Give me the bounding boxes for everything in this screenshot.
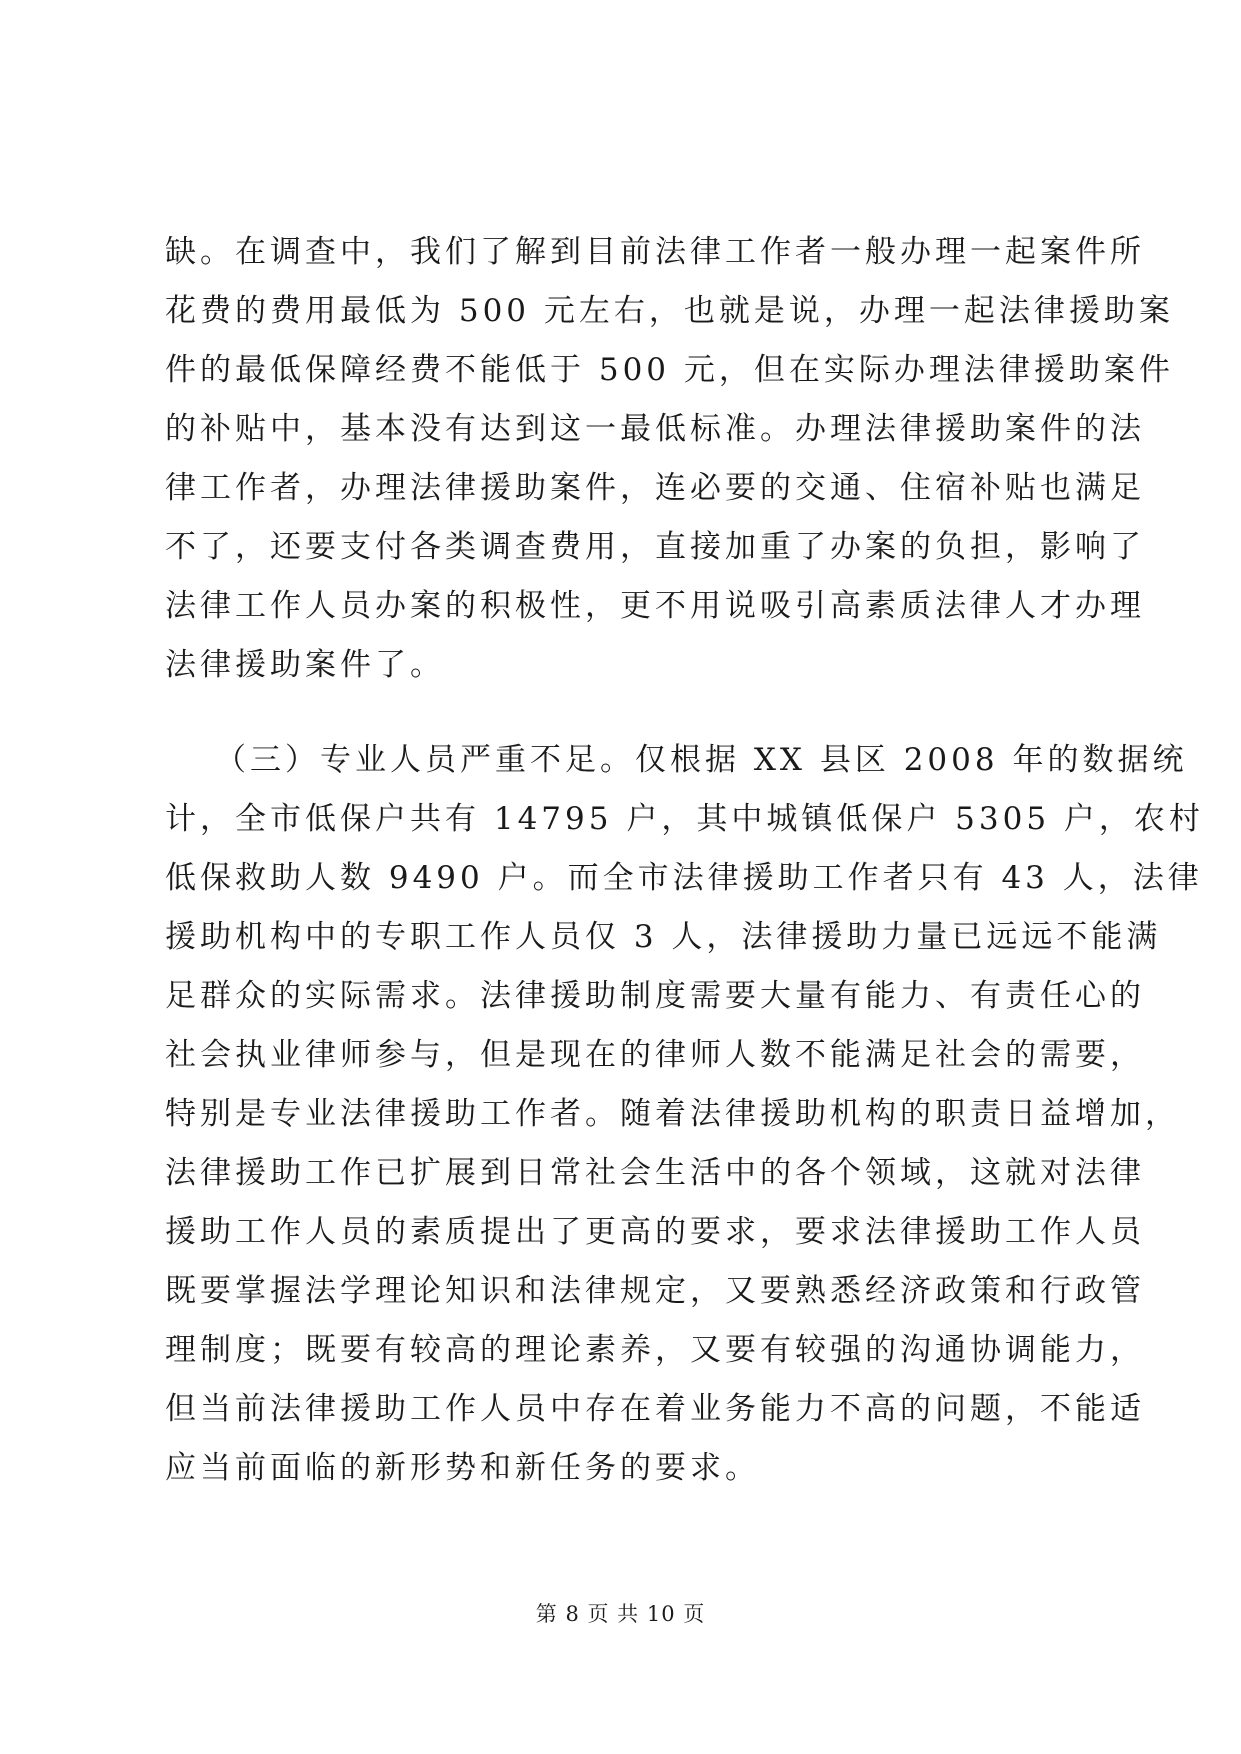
paragraph-staff-shortage	[165, 731, 1204, 1498]
paragraph-line: 援助工作人员的素质提出了更高的要求，要求法律援助工作人员	[165, 1214, 1145, 1250]
paragraph-line: 律工作者，办理法律援助案件，连必要的交通、住宿补贴也满足	[165, 470, 1145, 506]
paragraph-line: 足群众的实际需求。法律援助制度需要大量有能力、有责任心的	[165, 978, 1145, 1014]
paragraph-line: 理制度；既要有较高的理论素养，又要有较强的沟通协调能力，	[165, 1332, 1145, 1368]
paragraph-line: （三）专业人员严重不足。仅根据 XX 县区 2008 年的数据统	[215, 742, 1188, 778]
paragraph-line: 援助机构中的专职工作人员仅 3 人，法律援助力量已远远不能满	[165, 919, 1162, 955]
paragraph-line: 件的最低保障经费不能低于 500 元，但在实际办理法律援助案件	[165, 352, 1174, 388]
paragraph-line: 但当前法律援助工作人员中存在着业务能力不高的问题，不能适	[165, 1391, 1145, 1427]
paragraph-line: 应当前面临的新形势和新任务的要求。	[165, 1450, 760, 1486]
paragraph-line: 特别是专业法律援助工作者。随着法律援助机构的职责日益增加，	[165, 1096, 1180, 1132]
paragraph-line: 法律工作人员办案的积极性，更不用说吸引高素质法律人才办理	[165, 588, 1145, 624]
paragraph-line: 花费的费用最低为 500 元左右，也就是说，办理一起法律援助案	[165, 293, 1174, 329]
page-number: 第 8 页 共 10 页	[535, 1602, 706, 1626]
paragraph-line: 法律援助工作已扩展到日常社会生活中的各个领域，这就对法律	[165, 1155, 1145, 1191]
page-footer	[0, 1598, 1241, 1628]
paragraph-funding-shortage	[165, 223, 1174, 695]
paragraph-line: 法律援助案件了。	[165, 647, 445, 683]
paragraph-line: 低保救助人数 9490 户。而全市法律援助工作者只有 43 人，法律	[165, 860, 1203, 896]
paragraph-line: 不了，还要支付各类调查费用，直接加重了办案的负担，影响了	[165, 529, 1145, 565]
paragraph-line: 既要掌握法学理论知识和法律规定，又要熟悉经济政策和行政管	[165, 1273, 1145, 1309]
paragraph-line: 的补贴中，基本没有达到这一最低标准。办理法律援助案件的法	[165, 411, 1145, 447]
paragraph-line: 社会执业律师参与，但是现在的律师人数不能满足社会的需要，	[165, 1037, 1145, 1073]
paragraph-line: 缺。在调查中，我们了解到目前法律工作者一般办理一起案件所	[165, 234, 1145, 270]
paragraph-line: 计，全市低保户共有 14795 户，其中城镇低保户 5305 户，农村	[165, 801, 1204, 837]
